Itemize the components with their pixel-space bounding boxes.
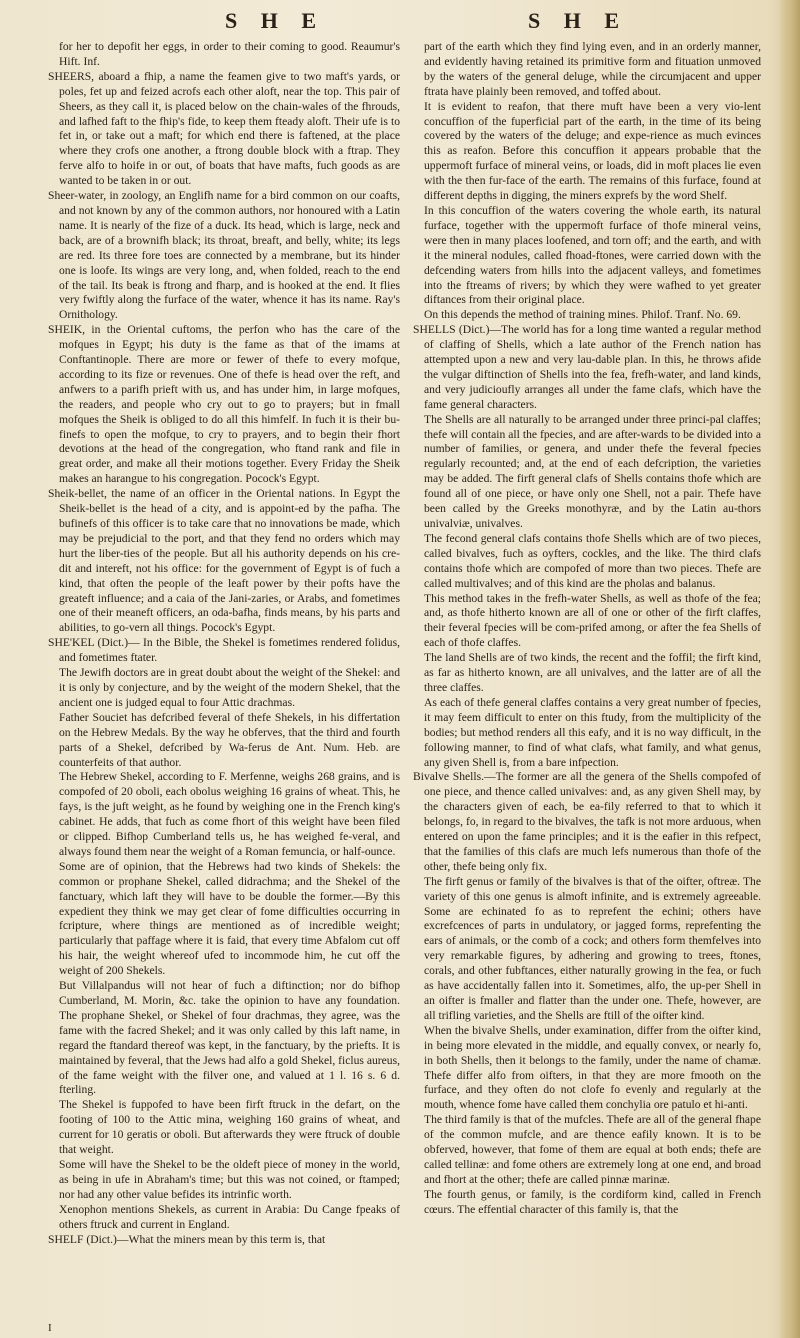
right-column xyxy=(413,40,761,1330)
paragraph: The fourth genus, or family, is the cordiform kind, called in French cœurs. The effential character of this family is, that the xyxy=(424,1187,761,1216)
paragraph: The land Shells are of two kinds, the recent and the foffil; the firft kind, as far as hitherto known, are all univalves, and the latter are of all the three claffes. xyxy=(424,651,761,694)
paragraph: SHELLS (Dict.)—The world has for a long time wanted a regular method of claffing of Shells, which a late author of the French nation has attempted upon a new and very lau-dable plan. In this, he throws afide the vulgar diftinction of Shells into the fea, frefh-water, and land kinds, and very judicioufly arranges all under the fame clafs, which have the fame general characters. xyxy=(413,323,761,411)
paragraph: SHEIK, in the Oriental cuftoms, the perfon who has the care of the mofques in Egypt; his duty is the fame as that of the imams at Conftantinople. There are more or fewer of thefe to every mofque, according to its fize or revenues. One of thefe is head over the reft, and anfwers to a parifh prieft with us, and has under him, in large mofques, the readers, and people who cry out to go to prayers; but in fmall mofques the Sheik is obliged to do all this himfelf. In fuch it is their bu-finefs to open the mofque, to cry to prayers, and to begin their fhort devotions at the head of the congregation, who ftand rank and file in great order, and make all their motions together. Every Friday the Sheik makes an harangue to his congregation. Pocock's Egypt. xyxy=(48,323,400,486)
paragraph: It is evident to reafon, that there muft have been a very vio-lent concuffion of the fuperficial part of the earth, in the time of its being covered by the waters of the deluge; and expe-rience as much evinces this as reafon. Before this concuffion it appears probable that the uppermoft furface of mineral veins, or loads, did in moft places lie even with the then fur-face of the earth. The remains of this furface, found at different depths in digging, the miners exprefs by the word Shelf. xyxy=(424,99,761,203)
paragraph: The Shekel is fuppofed to have been firft ftruck in the defart, on the footing of 100 to the Attic mina, weighing 160 grains of wheat, and current for 10 geratis or oboli. But afterwards they were ftruck of double that weight. xyxy=(59,1098,400,1157)
paragraph: Xenophon mentions Shekels, as current in Arabia: Du Cange fpeaks of others ftruck and current in England. xyxy=(59,1202,400,1231)
paragraph: The Shells are all naturally to be arranged under three princi-pal claffes; thefe will contain all the fpecies, and are after-wards to be divided into a number of families, or genera, and under thefe the feveral fpecies regularly recounted; and, at the end of each defcription, the varieties may be added. The firft general clafs of Shells contains thofe which are found all of one piece, or have only one Shell, not a pair. Thefe have been called by the Greeks monothyræ, and by the Latin au-thors univalviæ, univalves. xyxy=(424,412,761,530)
left-column xyxy=(48,40,400,1330)
paragraph: In this concuffion of the waters covering the whole earth, its natural furface, together with the uppermoft furface of thofe mineral veins, were then in many places loofened, and torn off; and the earth, and with it the mineral nodules, called fhoad-ftones, were carried down with the defcending waters from hills into the adjacent valleys, and fometimes into the ftreams of rivers; by which they were wafhed to yet greater diftances from their original place. xyxy=(424,203,761,307)
paragraph: On this depends the method of training mines. Philof. Tranf. No. 69. xyxy=(424,308,741,322)
paragraph: The Hebrew Shekel, according to F. Merfenne, weighs 268 grains, and is compofed of 20 oboli, each obolus weighing 16 grains of wheat. This, he fays, is the juft weight, as he found by weighing one in the French king's cabinet. He adds, that fuch as come fhort of this weight have been filed or clipped. Bifhop Cumberland tells us, he has weighed fe-veral, and always found them near the weight of a Roman femuncia, or half-ounce. xyxy=(59,770,400,858)
running-head-right: S H E xyxy=(528,8,629,33)
paragraph: SHELF (Dict.)—What the miners mean by this term is, that xyxy=(48,1232,326,1246)
paragraph: When the bivalve Shells, under examination, differ from the oifter kind, in being more elevated in the middle, and equally convex, or nearly fo, in both Shells, then it belongs to the family, under the name of chamæ. Thefe differ alfo from oifters, in that they are more fmooth on the furface, and they often do not clofe fo evenly and regularly at the mouth, whence fome have called them conchylia ore patulo et hi-anti. xyxy=(424,1023,761,1112)
paragraph: Some will have the Shekel to be the oldeft piece of money in the world, as being in ufe in Abraham's time; but this was not coined, or ftamped; nor had any other value befides its intrinfic worth. xyxy=(59,1157,400,1201)
paragraph: Sheik-bellet, the name of an officer in the Oriental nations. In Egypt the Sheik-bellet is the head of a city, and is appoint-ed by the pafha. The bufinefs of this officer is to take care that no innovations be made, which may be prejudicial to the port, and that they fend no orders which may hurt the liber-ties of the people. But all his authority depends on his cre-dit and intereft, not his office: for the government of Egypt is of fuch a kind, that often the people of the leaft power by their pofts have the greateft influence; and a caia of the Jani-zaries, or Arabs, and fometimes one of their meaneft officers, an oda-bafha, finds means, by his parts and abilities, to go-vern all things. Pocock's Egypt. xyxy=(48,487,400,635)
paragraph: The Jewifh doctors are in great doubt about the weight of the Shekel: and it is only by conjecture, and by the weight of the modern Shekel, that the ancient one is judged equal to four Attic drachmas. xyxy=(59,666,400,709)
signature-mark: I xyxy=(48,1322,52,1334)
running-head-left: S H E xyxy=(225,8,326,33)
paragraph: Sheer-water, in zoology, an Englifh name for a bird common on our coafts, and not known by any of the common authors, nor honoured with a Latin name. It is nearly of the fize of a duck. Its head, which is large, neck and back, are of a brownifh black; its throat, breaft, and belly, white; its legs are red. Its three fore toes are connected by a membrane, but its hinder one is loofe. Its wings are very long, and, when folded, reach to the end of the tail. Its beak is ftrong and fharp, and is hooked at the end. It flies very fwiftly along the furface of the water, whence it has its name. Ray's Ornithology. xyxy=(48,189,400,322)
paragraph: for her to depofit her eggs, in order to their coming to good. Reaumur's Hift. Inf. xyxy=(59,40,400,68)
paragraph: The fecond general clafs contains thofe Shells which are of two pieces, called bivalves, fuch as oyfters, cockles, and the like. The third clafs contains thofe which are compofed of more than two pieces. Thefe are called multivalves; and of this kind are the pholas and balanus. xyxy=(424,531,761,590)
paragraph: SHEERS, aboard a fhip, a name the feamen give to two maft's yards, or poles, fet up and feized acrofs each other aloft, near the top. This pair of Sheers, as they call it, is placed below on the chain-wales of the fhrouds, and lafhed faft to the fhip's fide, to keep them fteady aloft. Their ufe is to fet in, or take out a maft; for which end there is faftened, at the place where they crofs one another, a ftrong double block with a ftrap. They ferve alfo to hoife in or out, of boats that have mafts, fuch goods as are wanted to be taken in or out. xyxy=(48,69,400,188)
paragraph: Father Souciet has defcribed feveral of thefe Shekels, in his differtation on the Hebrew Medals. By the way he obferves, that the third and fourth parts of a Shekel, defcribed by Wa-ferus de Ant. Num. Heb. are counterfeits of that author. xyxy=(59,710,400,769)
paragraph: This method takes in the frefh-water Shells, as well as thofe of the fea; and, as thofe hitherto known are all of one or other of the firft claffes, their feveral fpecies will be com-prifed among, or after the fea Shells of each of thofe claffes. xyxy=(424,591,761,650)
paragraph: part of the earth which they find lying even, and in an orderly manner, and evidently having retained its primitive form and fituation unmoved by the waters of the general deluge, while the circumjacent and upper ftrata have plainly been removed, and toffed about. xyxy=(424,40,761,98)
paragraph: But Villalpandus will not hear of fuch a diftinction; nor do bifhop Cumberland, M. Morin, &c. take the opinion to have any foundation. The prophane Shekel, or Shekel of four drachmas, they agree, was the fame with the facred Shekel; and it was only called by this laft name, in regard the ftandard thereof was kept, in the fanctuary, by the priefts. It is maintained by feveral, that the Jews had alfo a gold Shekel, ficlus aureus, of the fame weight with the filver one, and valued at 1 l. 16 s. 6 d. fterling. xyxy=(59,979,400,1097)
paragraph: Some are of opinion, that the Hebrews had two kinds of Shekels: the common or prophane Shekel, called didrachma; and the Shekel of the fanctuary, which laft they will have to be double the former.—By this expedient they think we may get clear of fome difficulties occurring in fcripture, where things are mentioned as of incredible weight; particularly that paffage where it is faid, that every time Abfalom cut off his hair, the weight whereof ufed to incommode him, he cut off the weight of 200 Shekels. xyxy=(59,859,400,978)
paragraph: The firft genus or family of the bivalves is that of the oifter, oftreæ. The variety of this one genus is almoft infinite, and is extremely agreeable. Some are echinated fo as to reprefent the echini; others have excrefcences of parts in undulatory, or jagged forms, reprefenting the ears of animals, or the comb of a cock; and others form themfelves into very remarkable figures, by adhering and growing to trees, ftones, corals, and other fubftances, either naturally growing in the fea, or fuch as have accidentally fallen into it. Sometimes, alfo, the up-per Shell in an oifter is fmaller and flatter than the under one. Thefe, however, are all trifling varieties, and the Shells are ftill of the oifter kind. xyxy=(424,874,761,1022)
page-edge-shadow xyxy=(778,0,800,1338)
paragraph: The third family is that of the mufcles. Thefe are all of the general fhape of the common mufcle, and are thence eafily known. It is to be obferved, however, that fome of them are equal at both ends; thefe are called tellinæ: and fome others are extremely long at one end, and broad and fhort at the other; thefe are called pinnæ marinæ. xyxy=(424,1113,761,1186)
paragraph: SHE'KEL (Dict.)— In the Bible, the Shekel is fometimes rendered folidus, and fometimes ftater. xyxy=(48,636,400,665)
paragraph: As each of thefe general claffes contains a very great number of fpecies, it may feem difficult to enter on this ftudy, from the multiplicity of the bodies; but method renders all this eafy, and it is no way difficult, in the following manner, to find of what clafs, what family, and what genus, any given Shell is, from a bare infpection. xyxy=(424,695,761,769)
paragraph: Bivalve Shells.—The former are all the genera of the Shells compofed of one piece, and thence called univalves: and, as any given Shell may, by the characters given of each, be ea-fily referred to that to which it belongs, fo, in regard to the bivalves, the tafk is not more arduous, when entered on upon the fame principles; and it is the eafier in this refpect, that the families of this clafs are much lefs numerous than thofe of the other, thefe being only fix. xyxy=(413,770,761,873)
